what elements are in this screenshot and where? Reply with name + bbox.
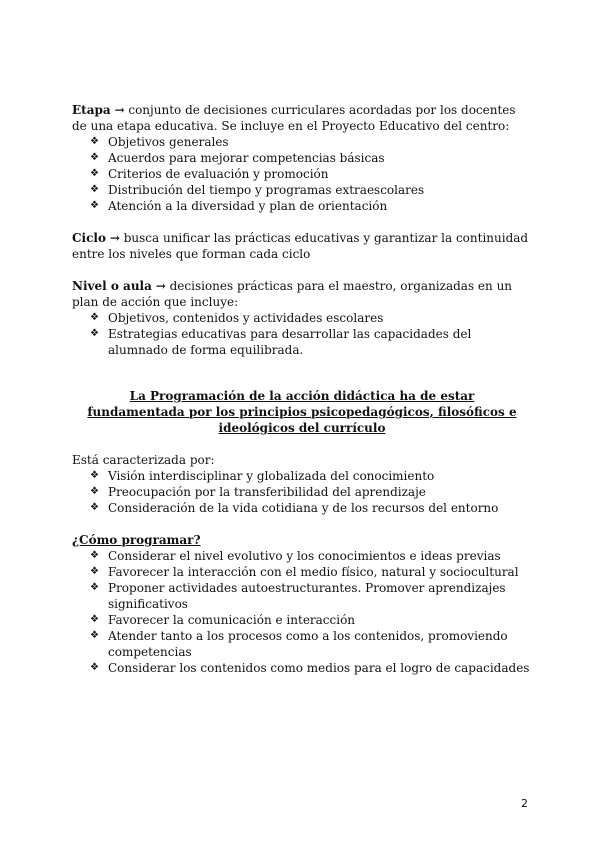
nivel-term: Nivel o aula: [72, 279, 152, 293]
etapa-text: conjunto de decisiones curriculares acordadas por los docentes de una etapa educativa. Se incluye en el Proyecto Educativo del centro:: [72, 103, 516, 133]
ciclo-text: busca unificar las prácticas educativas y garantizar la continuidad entre los niveles que forman cada ciclo: [72, 231, 529, 261]
list-item: ❖ Estrategias educativas para desarrollar las capacidades del alumnado de forma equilibrada.: [90, 327, 472, 357]
list-item: ❖ Criterios de evaluación y promoción: [90, 167, 329, 181]
diamond-bullet-icon: ❖: [90, 470, 99, 481]
section-heading: La Programación de la acción didáctica ha de estar fundamentada por los principios psicopedagógicos, filosóficos e ideológicos del currículo: [87, 389, 517, 435]
diamond-bullet-icon: ❖: [90, 312, 99, 323]
diamond-bullet-icon: ❖: [90, 486, 99, 497]
diamond-bullet-icon: ❖: [90, 582, 99, 593]
caracterizada-section: [72, 452, 532, 516]
nivel-text: decisiones prácticas para el maestro, organizadas en un plan de acción que incluye:: [72, 279, 513, 309]
list-item: ❖ Preocupación por la transferibilidad del aprendizaje: [90, 485, 426, 499]
caracterizada-list: [72, 468, 532, 516]
document-page: [72, 102, 532, 692]
list-item: ❖ Consideración de la vida cotidiana y de los recursos del entorno: [90, 501, 499, 515]
etapa-definition: [72, 102, 532, 134]
diamond-bullet-icon: ❖: [90, 566, 99, 577]
arrow-icon: →: [155, 279, 166, 293]
ciclo-section: [72, 230, 532, 262]
diamond-bullet-icon: ❖: [90, 136, 99, 147]
diamond-bullet-icon: ❖: [90, 662, 99, 673]
list-item: ❖ Favorecer la interacción con el medio físico, natural y sociocultural: [90, 565, 519, 579]
diamond-bullet-icon: ❖: [90, 168, 99, 179]
arrow-icon: →: [114, 103, 125, 117]
diamond-bullet-icon: ❖: [90, 184, 99, 195]
nivel-list: [72, 310, 532, 358]
list-item: ❖ Objetivos generales: [90, 135, 229, 149]
list-item: ❖ Visión interdisciplinar y globalizada del conocimiento: [90, 469, 435, 483]
como-programar-list: [72, 548, 532, 676]
diamond-bullet-icon: ❖: [90, 502, 99, 513]
etapa-term: Etapa: [72, 103, 111, 117]
diamond-bullet-icon: ❖: [90, 152, 99, 163]
page-number: 2: [521, 797, 528, 810]
etapa-list: [72, 134, 532, 214]
list-item: ❖ Atención a la diversidad y plan de orientación: [90, 199, 388, 213]
nivel-section: [72, 278, 532, 358]
diamond-bullet-icon: ❖: [90, 550, 99, 561]
arrow-icon: →: [109, 231, 120, 245]
list-item: ❖ Atender tanto a los procesos como a los contenidos, promoviendo competencias: [90, 629, 508, 659]
list-item: ❖ Objetivos, contenidos y actividades escolares: [90, 311, 384, 325]
list-item: ❖ Considerar el nivel evolutivo y los conocimientos e ideas previas: [90, 549, 501, 563]
como-programar-title: ¿Cómo programar?: [72, 533, 201, 547]
list-item: ❖ Distribución del tiempo y programas extraescolares: [90, 183, 425, 197]
list-item: ❖ Favorecer la comunicación e interacción: [90, 613, 356, 627]
diamond-bullet-icon: ❖: [90, 630, 99, 641]
etapa-section: [72, 102, 532, 214]
caracterizada-intro: Está caracterizada por:: [72, 453, 215, 467]
como-programar-section: [72, 532, 532, 676]
list-item: ❖ Acuerdos para mejorar competencias básicas: [90, 151, 385, 165]
ciclo-term: Ciclo: [72, 231, 106, 245]
list-item: ❖ Proponer actividades autoestructurantes. Promover aprendizajes significativos: [90, 581, 506, 611]
list-item: ❖ Considerar los contenidos como medios para el logro de capacidades: [90, 661, 530, 675]
ciclo-definition: [72, 230, 532, 262]
diamond-bullet-icon: ❖: [90, 328, 99, 339]
diamond-bullet-icon: ❖: [90, 200, 99, 211]
diamond-bullet-icon: ❖: [90, 614, 99, 625]
nivel-definition: [72, 278, 532, 310]
